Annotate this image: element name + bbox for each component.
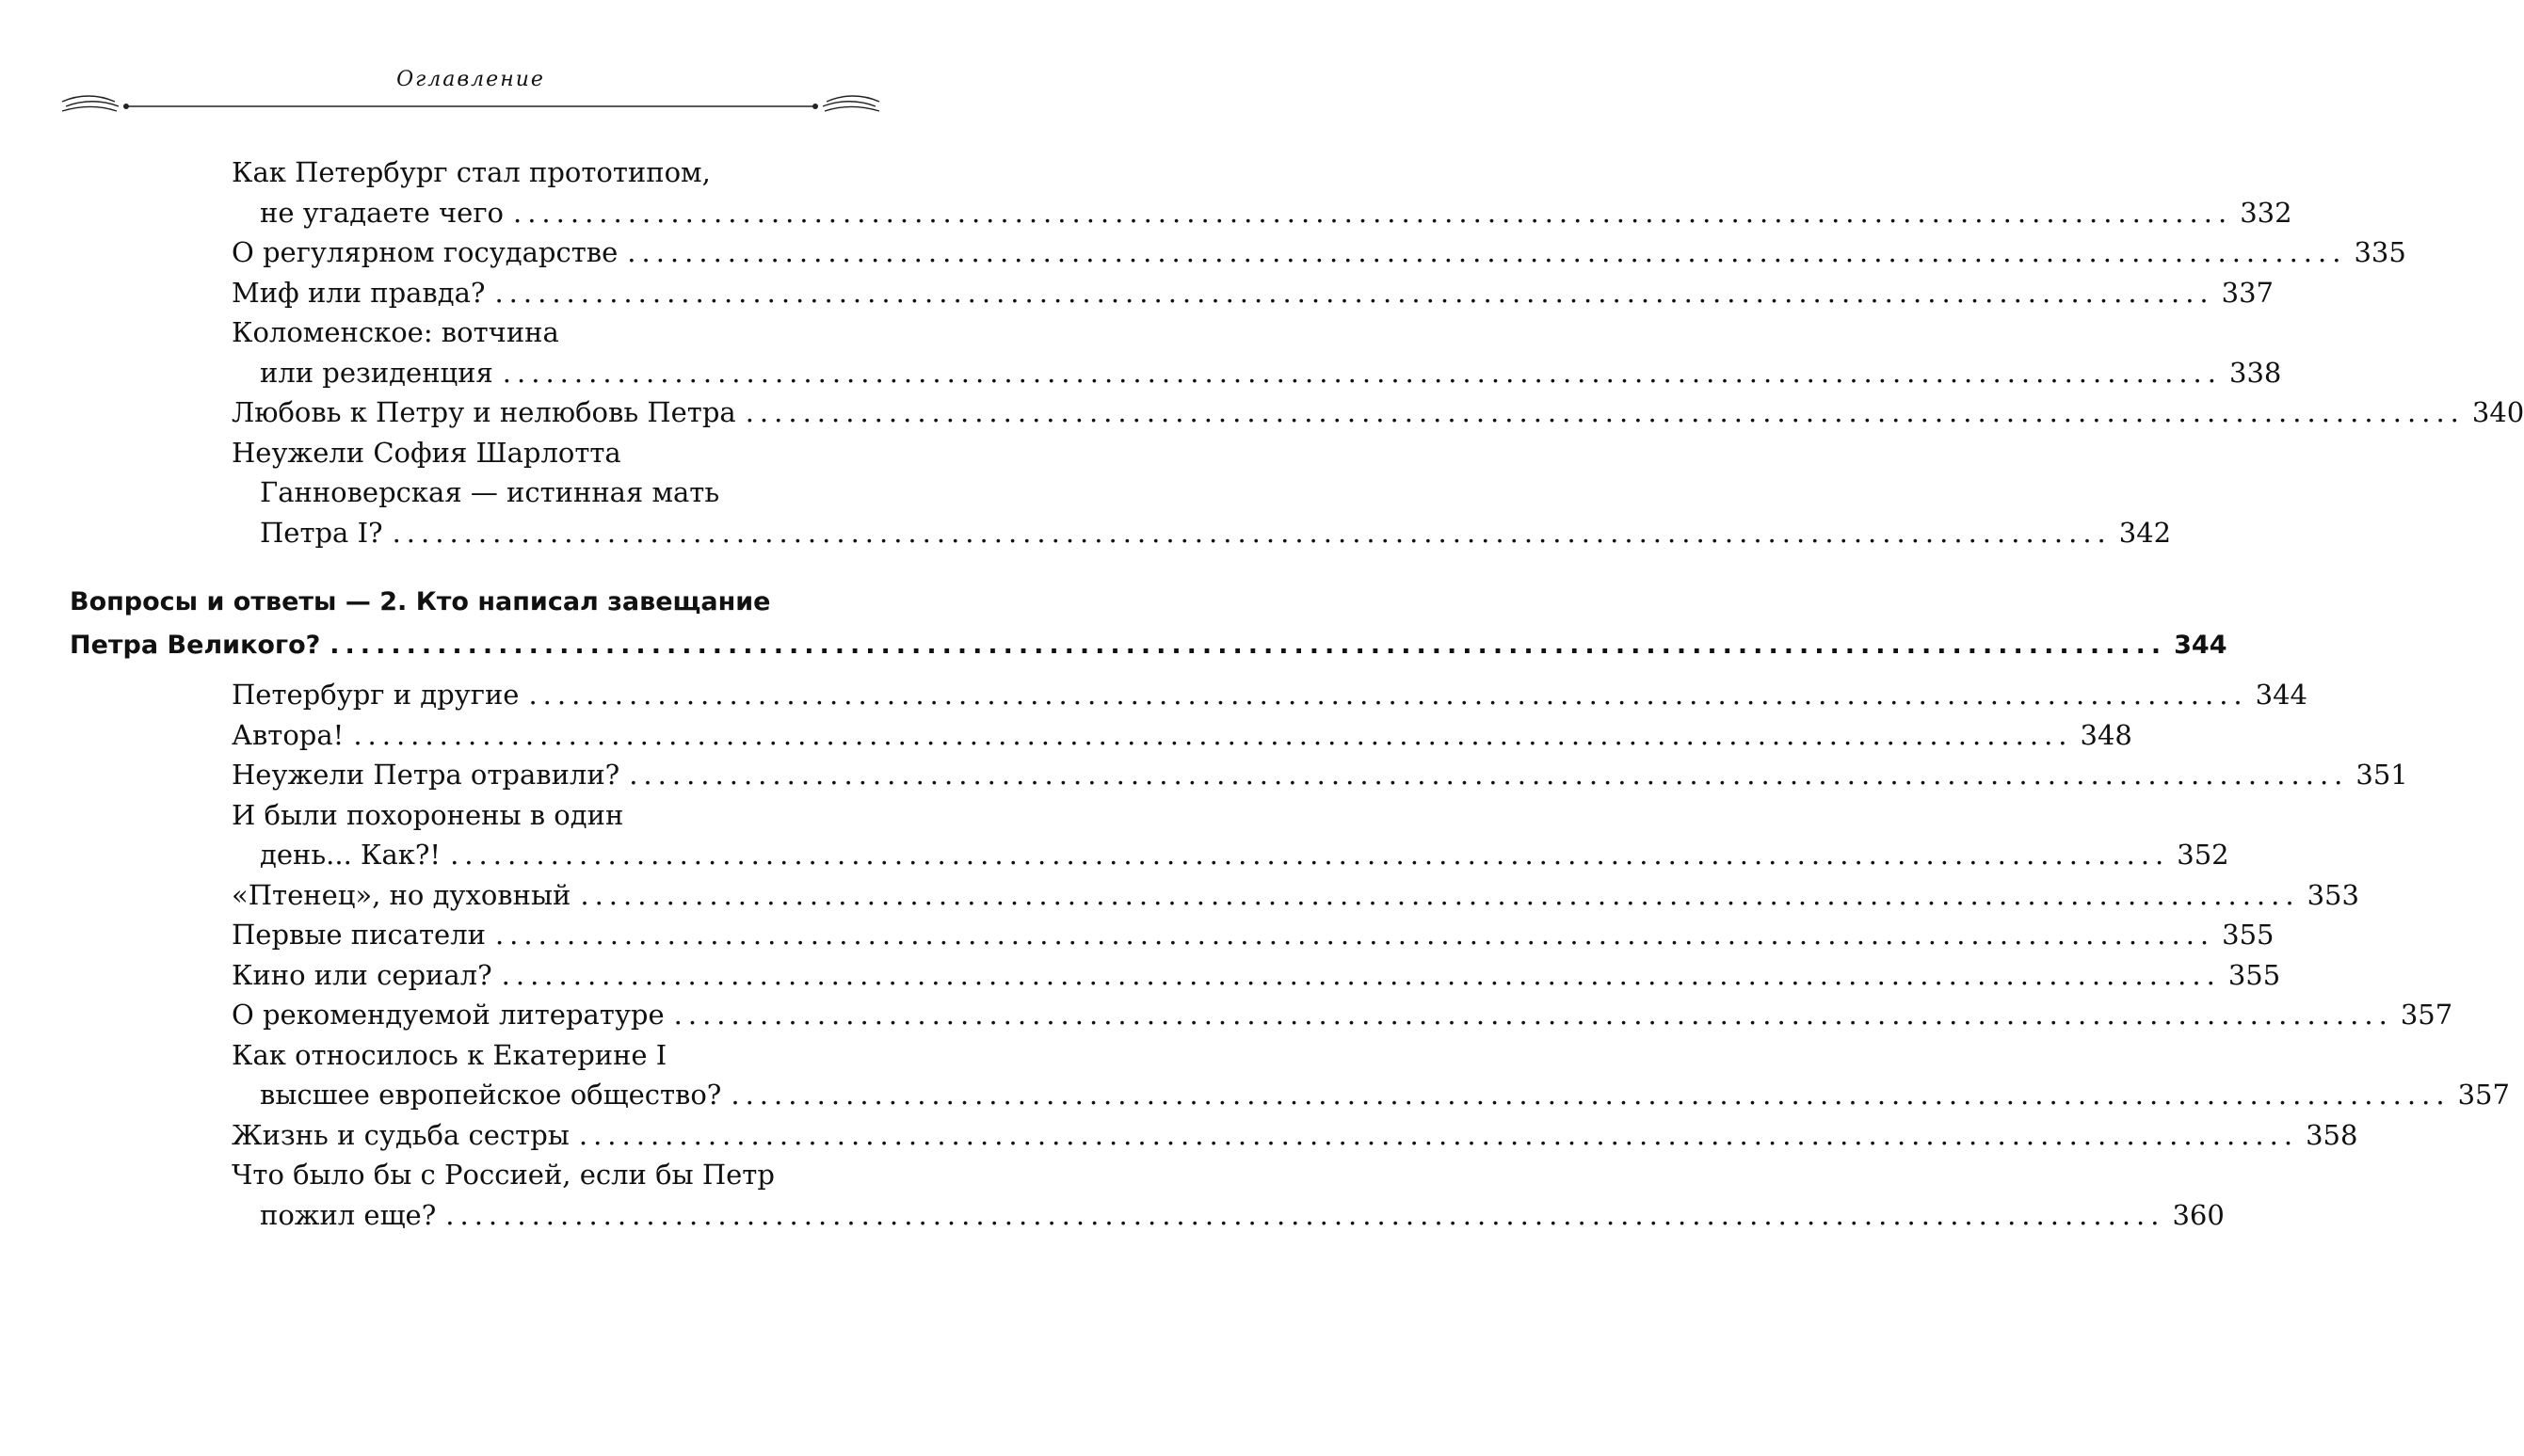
dot-leader: ........................................................................................................................ xyxy=(512,196,2233,229)
toc-entry xyxy=(232,312,2282,392)
toc-entry xyxy=(232,795,2229,875)
running-head: Оглавление xyxy=(396,68,545,91)
toc-entry-title-line: Коломенское: вотчина xyxy=(232,316,559,348)
toc-page-number: 337 xyxy=(2221,276,2275,309)
toc-page-number: 351 xyxy=(2355,759,2408,791)
toc-page-number: 357 xyxy=(2400,999,2453,1031)
toc-entry-title-line: Ганноверская — истинная мать xyxy=(260,476,720,508)
dot-leader: ........................................................................................................................ xyxy=(528,679,2248,711)
dot-leader: ........................................................................................................................ xyxy=(501,958,2221,991)
dot-leader: ........................................................................................................................ xyxy=(629,759,2349,791)
toc-entry-title-line: О рекомендуемой литературе xyxy=(232,999,665,1031)
toc-page-number: 360 xyxy=(2172,1198,2225,1231)
toc-page-number: 342 xyxy=(2118,516,2172,549)
toc-entry-title-line: Петра I? xyxy=(260,516,383,549)
dot-leader: ........................................................................................................................ xyxy=(745,396,2465,428)
dot-leader: ........................................................................................................................ xyxy=(353,718,2073,751)
toc-entry-title-line: Любовь к Петру и нелюбовь Петра xyxy=(232,396,736,428)
toc-entry xyxy=(232,755,2408,795)
toc-entry-title-line: Кино или сериал? xyxy=(232,958,492,991)
toc-chapter xyxy=(70,581,2227,667)
dot-leader: ........................................................................................................................ xyxy=(731,1079,2451,1111)
dot-leader: ........................................................................................................................ xyxy=(627,236,2347,268)
dot-leader: ........................................................................................................................ xyxy=(445,1198,2165,1231)
dot-leader: ........................................................................................................................ xyxy=(450,839,2170,871)
toc-entry-title-line: Миф или правда? xyxy=(232,276,486,309)
toc-page-number: 338 xyxy=(2229,356,2282,389)
toc-entry-title-line: Жизнь и судьба сестры xyxy=(232,1118,570,1151)
toc-entry-title-line: высшее европейское общество? xyxy=(260,1079,722,1111)
table-of-contents xyxy=(0,152,2524,1235)
toc-entry xyxy=(232,433,2172,553)
toc-entry-title-line: «Птенец», но духовный xyxy=(232,878,571,911)
toc-page-number: 357 xyxy=(2457,1079,2510,1111)
toc-entry xyxy=(232,392,2524,433)
toc-entry xyxy=(232,715,2132,756)
dot-leader: ........................................................................................................................ xyxy=(494,919,2215,951)
dot-leader: ........................................................................................................................ xyxy=(578,1118,2299,1151)
toc-entry-title-line: И были похоронены в один xyxy=(232,798,624,831)
toc-entry-title-line: Что было бы с Россией, если бы Петр xyxy=(232,1159,775,1191)
toc-page-number: 348 xyxy=(2080,718,2132,751)
ornament-divider xyxy=(60,90,881,119)
dot-leader: ........................................................................................................................ xyxy=(392,516,2112,549)
toc-page-number: 355 xyxy=(2222,919,2275,951)
toc-page-number: 358 xyxy=(2306,1118,2358,1151)
toc-page-number: 340 xyxy=(2471,396,2524,428)
toc-entry-title-line: Петра Великого? xyxy=(70,631,321,660)
toc-entry-title-line: или резиденция xyxy=(260,356,493,389)
toc-entry xyxy=(232,1155,2225,1235)
toc-entry-title-line: Как Петербург стал прототипом, xyxy=(232,156,711,188)
toc-entry xyxy=(232,675,2307,715)
toc-entry-title-line: пожил еще? xyxy=(260,1198,437,1231)
toc-entry-title-line: Как относилось к Екатерине I xyxy=(232,1038,667,1071)
toc-entry-title-line: Неужели Петра отравили? xyxy=(232,759,620,791)
toc-entry xyxy=(232,273,2275,313)
toc-entry-title-line: Автора! xyxy=(232,718,345,751)
toc-entry-title-line: Вопросы и ответы — 2. Кто написал завещание xyxy=(70,587,771,616)
toc-entry-title-line: О регулярном государстве xyxy=(232,236,619,268)
toc-page-number: 352 xyxy=(2177,839,2229,871)
toc-page-number: 353 xyxy=(2307,878,2359,911)
toc-entry-title-line: не угадаете чего xyxy=(260,196,504,229)
toc-entry xyxy=(232,232,2406,273)
dot-leader: ........................................................................................................................ xyxy=(502,356,2222,389)
toc-page-number: 344 xyxy=(2255,679,2307,711)
toc-page-number: 332 xyxy=(2240,196,2292,229)
dot-leader: ........................................................................................................................ xyxy=(330,631,2167,660)
toc-page-number: 355 xyxy=(2227,958,2281,991)
toc-entry xyxy=(232,995,2453,1035)
toc-page-number: 344 xyxy=(2174,631,2227,660)
toc-entry xyxy=(232,915,2275,955)
toc-page-number: 335 xyxy=(2354,236,2406,268)
dot-leader: ........................................................................................................................ xyxy=(494,276,2214,309)
dot-leader: ........................................................................................................................ xyxy=(580,878,2300,911)
toc-entry xyxy=(232,1115,2358,1156)
toc-entry-title-line: Первые писатели xyxy=(232,919,486,951)
dot-leader: ........................................................................................................................ xyxy=(673,999,2393,1031)
toc-entry xyxy=(232,1035,2510,1115)
toc-entry xyxy=(232,955,2281,996)
toc-entry-title-line: Неужели София Шарлотта xyxy=(232,436,621,469)
toc-entry-title-line: Петербург и другие xyxy=(232,679,520,711)
toc-entry-title-line: день... Как?! xyxy=(260,839,442,871)
toc-entry xyxy=(232,152,2292,232)
toc-entry xyxy=(232,875,2359,916)
